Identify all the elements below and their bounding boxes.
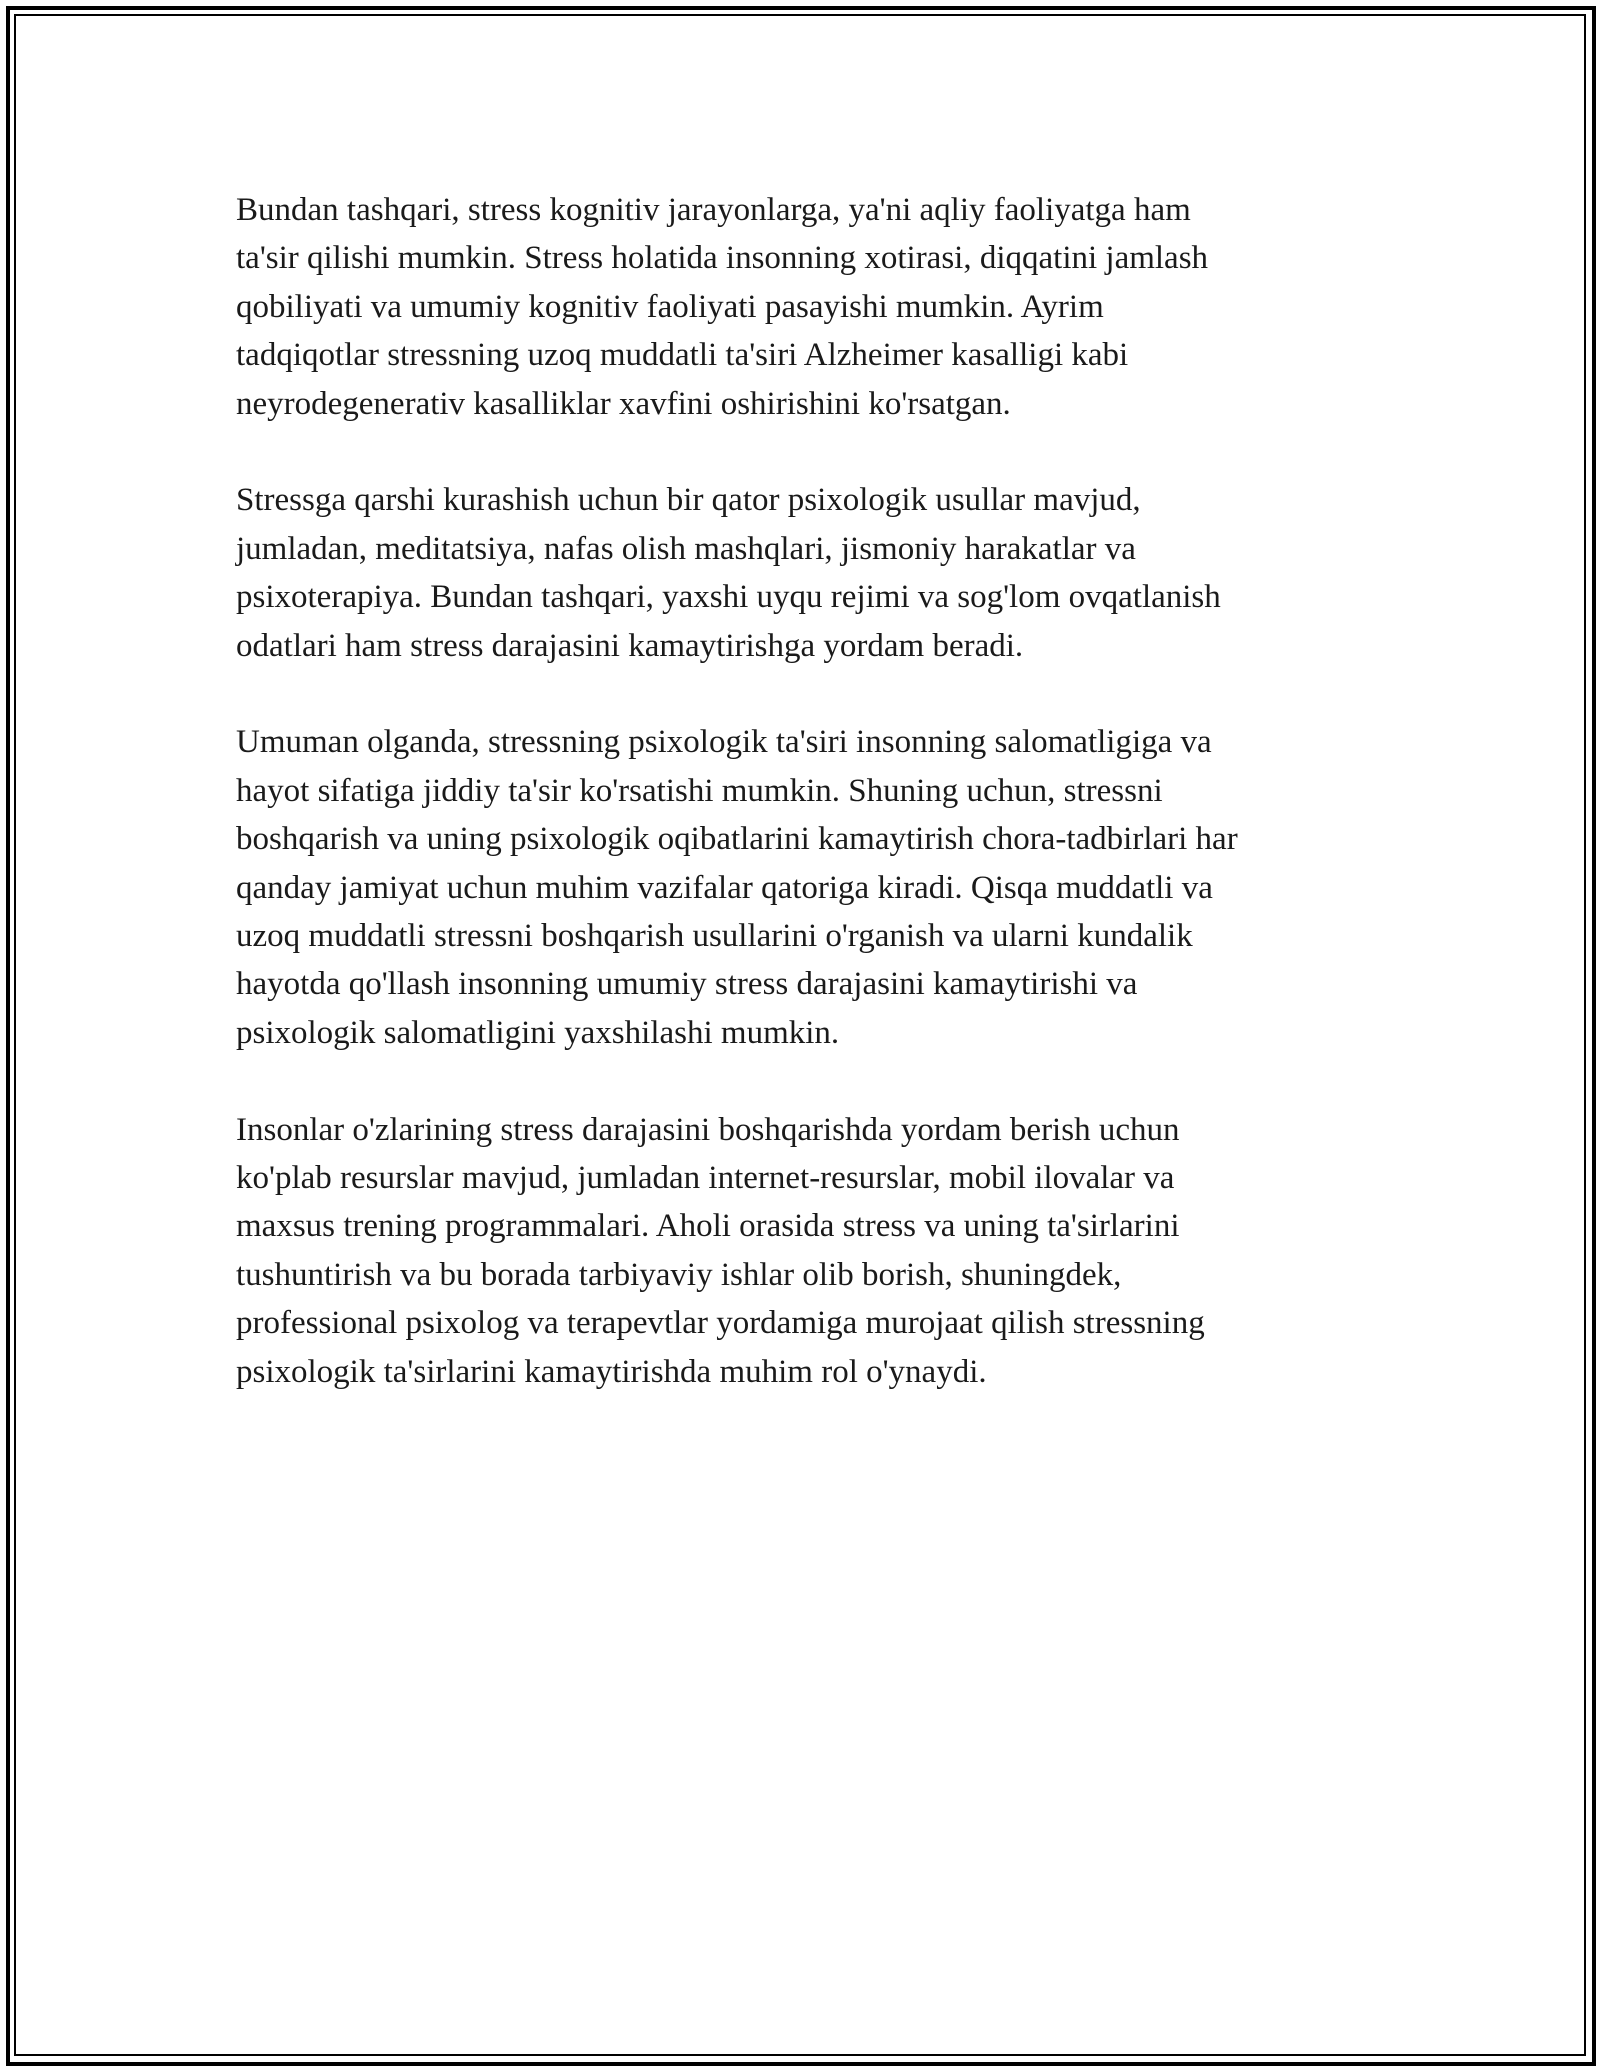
text-line: odatlari ham stress darajasini kamaytirishga yordam beradi. (236, 627, 1024, 664)
text-line: professional psixolog va terapevtlar yordamiga murojaat qilish stressning (236, 1305, 1205, 1342)
text-line: Stressga qarshi kurashish uchun bir qator psixologik usullar mavjud, (236, 482, 1141, 519)
paragraph-1 (236, 186, 1356, 428)
text-line: Insonlar o'zlarining stress darajasini boshqarishda yordam berish uchun (236, 1111, 1180, 1148)
paragraph-4 (236, 1106, 1356, 1396)
text-line: psixologik ta'sirlarini kamaytirishda muhim rol o'ynaydi. (236, 1353, 987, 1390)
paragraph-3 (236, 718, 1356, 1057)
text-line: hayotda qo'llash insonning umumiy stress darajasini kamaytirishi va (236, 966, 1138, 1003)
text-line: psixoterapiya. Bundan tashqari, yaxshi uyqu rejimi va sog'lom ovqatlanish (236, 579, 1221, 616)
text-line: Bundan tashqari, stress kognitiv jarayonlarga, ya'ni aqliy faoliyatga ham (236, 192, 1191, 228)
text-line: uzoq muddatli stressni boshqarish usullarini o'rganish va ularni kundalik (236, 918, 1193, 955)
document-body (236, 186, 1356, 1445)
text-line: hayot sifatiga jiddiy ta'sir ko'rsatishi mumkin. Shuning uchun, stressni (236, 772, 1163, 809)
text-line: Umuman olganda, stressning psixologik ta'siri insonning salomatligiga va (236, 724, 1212, 761)
text-line: qobiliyati va umumiy kognitiv faoliyati pasayishi mumkin. Ayrim (236, 288, 1104, 325)
text-line: maxsus trening programmalari. Aholi orasida stress va uning ta'sirlarini (236, 1208, 1180, 1245)
text-line: tushuntirish va bu borada tarbiyaviy ishlar olib borish, shuningdek, (236, 1256, 1122, 1293)
text-line: tadqiqotlar stressning uzoq muddatli ta'siri Alzheimer kasalligi kabi (236, 337, 1129, 374)
text-line: neyrodegenerativ kasalliklar xavfini oshirishini ko'rsatgan. (236, 385, 1011, 422)
text-line: ko'plab resurslar mavjud, jumladan internet-resurslar, mobil ilovalar va (236, 1160, 1175, 1197)
paragraph-2 (236, 476, 1356, 670)
text-line: ta'sir qilishi mumkin. Stress holatida insonning xotirasi, diqqatini jamlash (236, 240, 1209, 277)
text-line: qanday jamiyat uchun muhim vazifalar qatoriga kiradi. Qisqa muddatli va (236, 869, 1213, 906)
text-line: jumladan, meditatsiya, nafas olish mashqlari, jismoniy harakatlar va (236, 530, 1136, 567)
text-line: psixologik salomatligini yaxshilashi mumkin. (236, 1014, 840, 1051)
text-line: boshqarish va uning psixologik oqibatlarini kamaytirish chora-tadbirlari har (236, 821, 1238, 858)
